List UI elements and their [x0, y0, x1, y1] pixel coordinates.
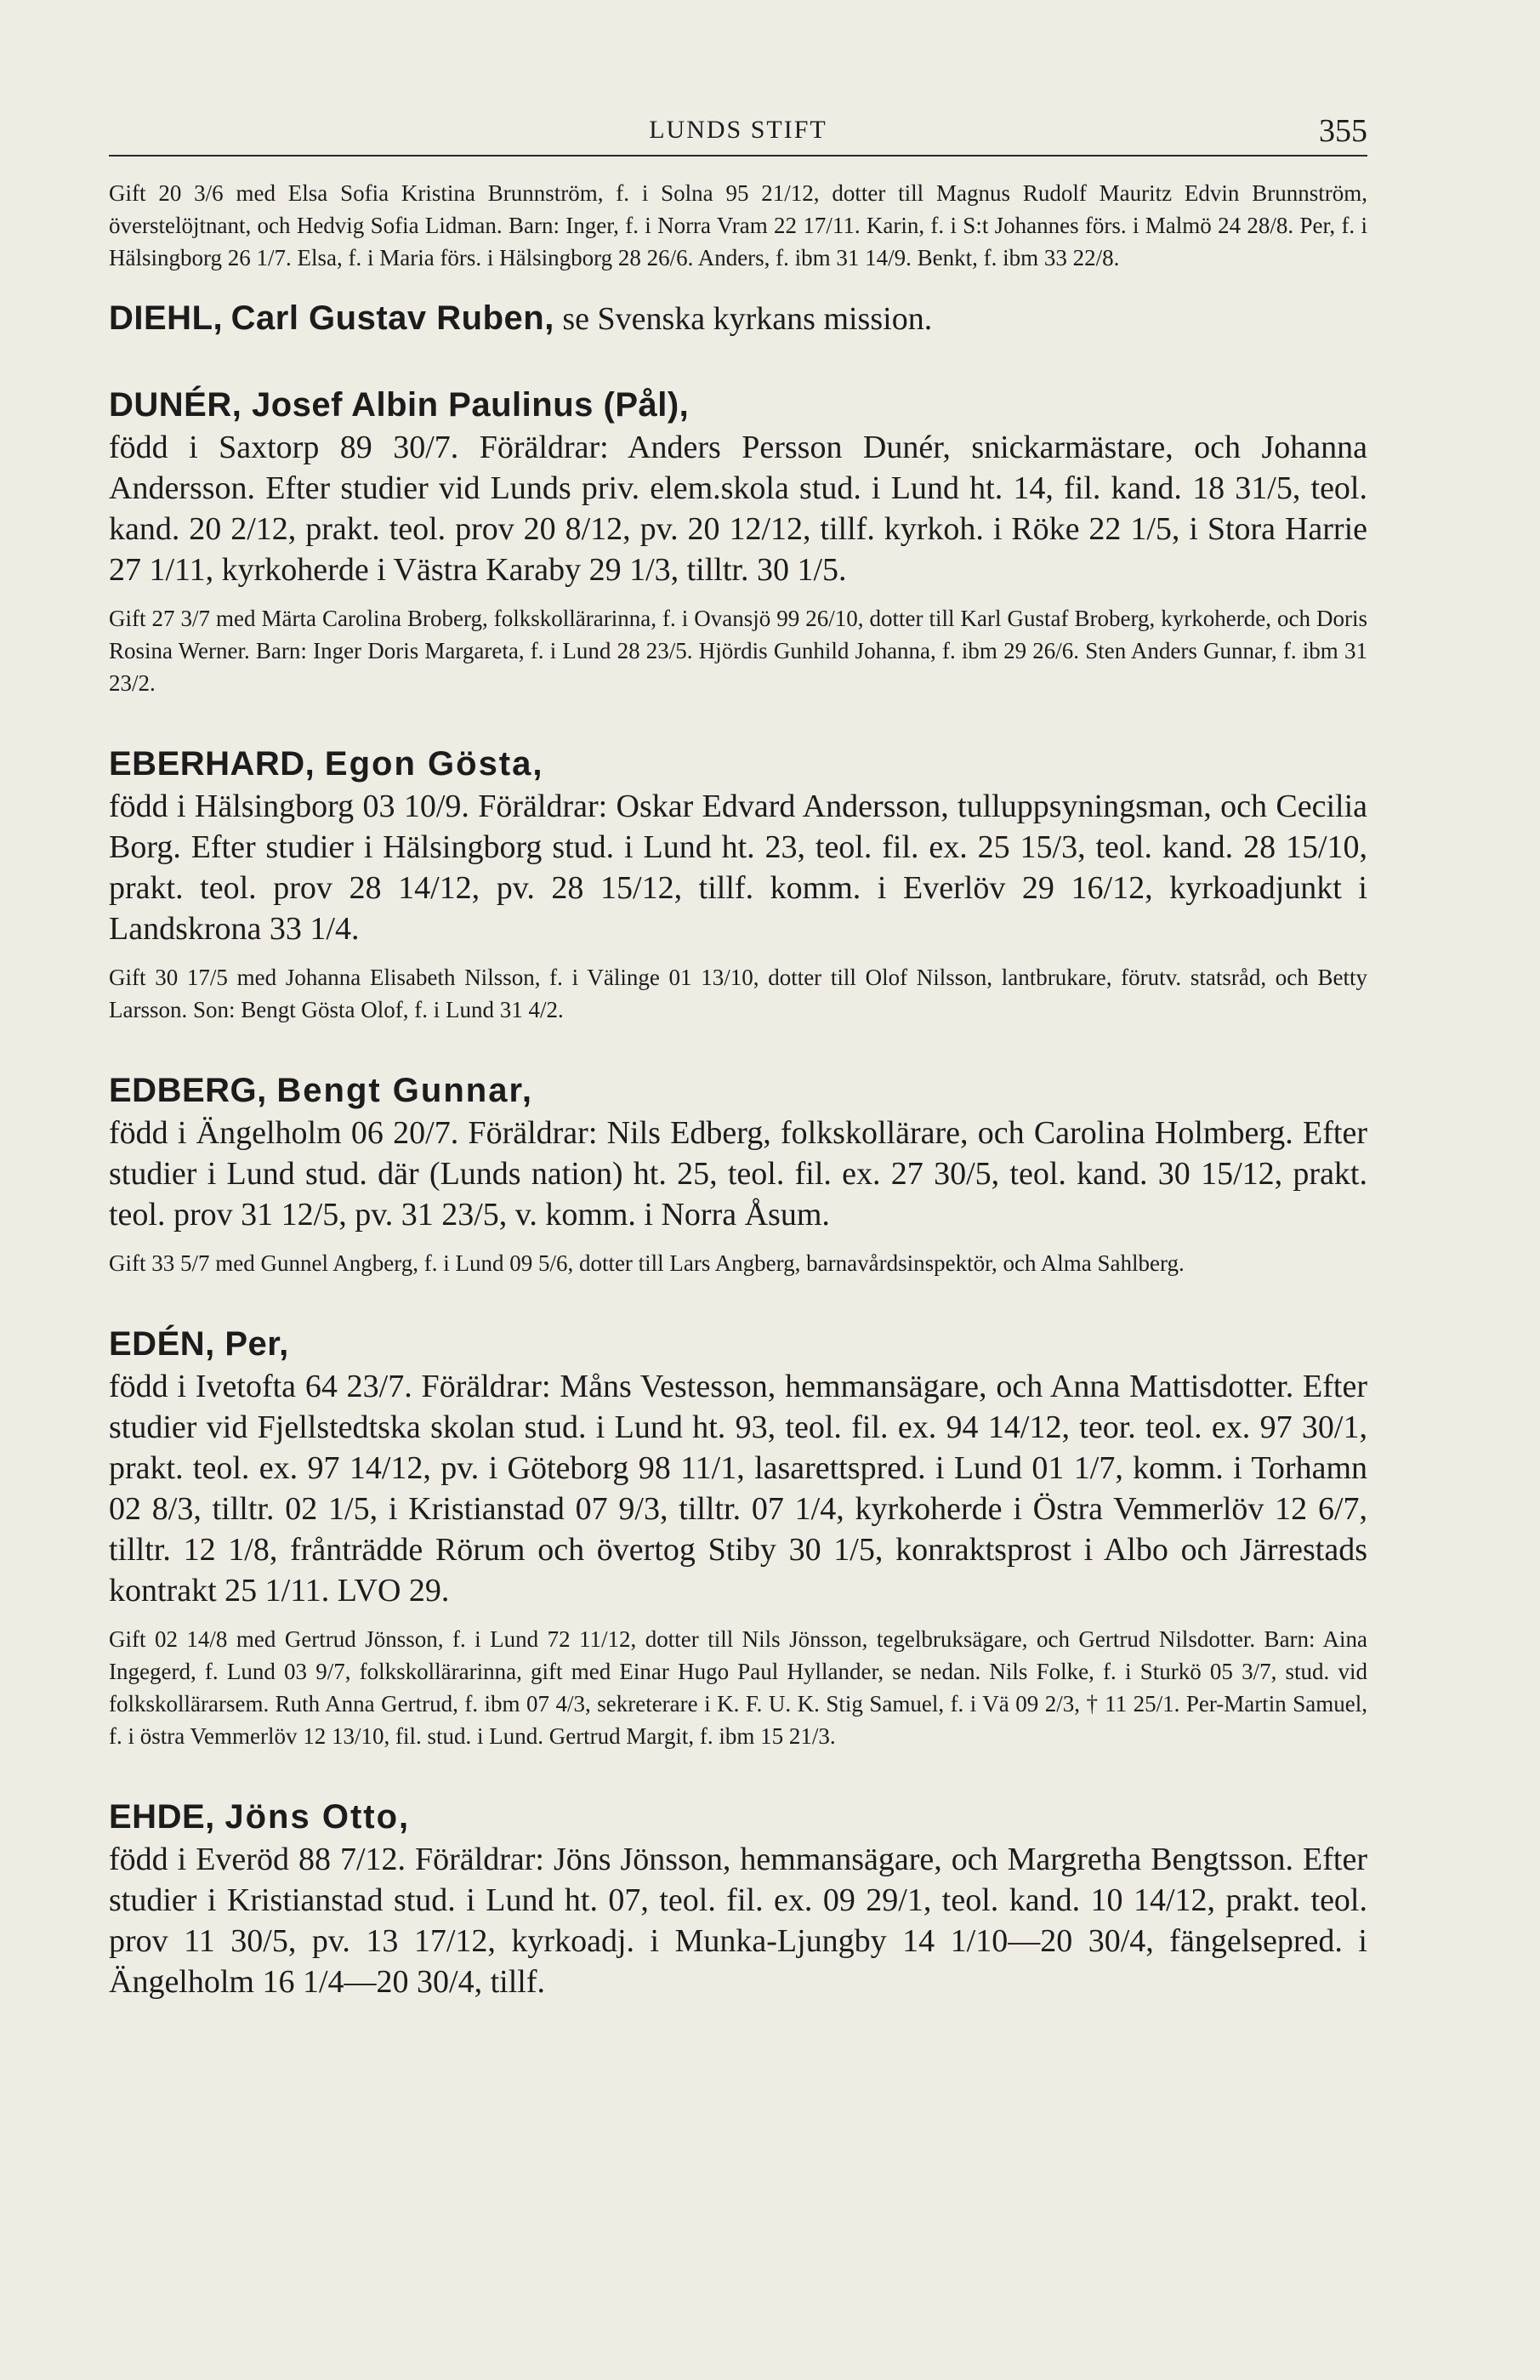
page-number: 355 [1319, 113, 1367, 149]
marriage-paragraph-intro: Gift 20 3/6 med Elsa Sofia Kristina Brunnström, f. i Solna 95 21/12, dotter till Magnus Rudolf Mauritz Edvin Brunnström, överstelöjtnant, och Hedvig Sofia Lidman. Barn: Inger, f. i Norra Vram 22 17/11. Karin, f. i S:t Johannes förs. i Malmö 24 28/8. Per, f. i Hälsingborg 26 1/7. Elsa, f. i Maria förs. i Hälsingborg 28 26/6. Anders, f. ibm 31 14/9. Benkt, f. ibm 33 22/8. [109, 180, 1367, 270]
entry-duner [109, 383, 1367, 699]
entry-heading [109, 1322, 1367, 1366]
entry-surname: EBERHARD, [109, 745, 315, 783]
entry-surname: DIEHL, [109, 299, 224, 337]
entry-surname: EDÉN, [109, 1325, 215, 1363]
biography-paragraph: född i Hälsingborg 03 10/9. Föräldrar: Oskar Edvard Andersson, tulluppsyningsman, och Cecilia Borg. Efter studier i Hälsingborg stud. i Lund ht. 23, teol. fil. ex. 25 15/3, teol. kand. 28 15/10, prakt. teol. prov 28 14/12, pv. 28 15/12, tillf. komm. i Everlöv 29 16/12, kyrkoadjunkt i Landskrona 33 1/4. [109, 789, 1367, 947]
entry-given-names: Jöns Otto, [224, 1798, 411, 1836]
entry-heading [109, 742, 1367, 786]
marriage-paragraph: Gift 33 5/7 med Gunnel Angberg, f. i Lund 09 5/6, dotter till Lars Angberg, barnavårdsinspektör, och Alma Sahlberg. [109, 1250, 1185, 1276]
entry-surname: DUNÉR, [109, 386, 242, 424]
cross-reference: se Svenska kyrkans mission. [562, 301, 933, 337]
marriage-paragraph: Gift 30 17/5 med Johanna Elisabeth Nilsson, f. i Välinge 01 13/10, dotter till Olof Nilsson, lantbrukare, förutv. statsråd, och Betty Larsson. Son: Bengt Gösta Olof, f. i Lund 31 4/2. [109, 965, 1367, 1022]
biography-paragraph: född i Everöd 88 7/12. Föräldrar: Jöns Jönsson, hemmansägare, och Margretha Bengtsson. Efter studier i Kristianstad stud. i Lund ht. 07, teol. fil. ex. 09 29/1, teol. kand. 10 14/12, prakt. teol. prov 11 30/5, pv. 13 17/12, kyrkoadj. i Munka-Ljungby 14 1/10—20 30/4, fängelsepred. i Ängelholm 16 1/4—20 30/4, tillf. [109, 1842, 1367, 2000]
entry-heading [109, 1795, 1367, 1839]
biography-paragraph: född i Saxtorp 89 30/7. Föräldrar: Anders Persson Dunér, snickarmästare, och Johanna Andersson. Efter studier vid Lunds priv. elem.skola stud. i Lund ht. 14, fil. kand. 18 31/5, teol. kand. 20 2/12, prakt. teol. prov 20 8/12, pv. 20 12/12, tillf. kyrkoh. i Röke 22 1/5, i Stora Harrie 27 1/11, kyrkoherde i Västra Karaby 29 1/3, tilltr. 30 1/5. [109, 430, 1367, 588]
entry-edberg [109, 1068, 1367, 1279]
running-title: LUNDS STIFT [649, 116, 827, 144]
entry-given-names: Bengt Gunnar, [276, 1072, 533, 1109]
entry-heading [109, 383, 1367, 427]
running-header [109, 112, 1367, 157]
entry-diehl [109, 296, 1367, 340]
biography-paragraph: född i Ivetofta 64 23/7. Föräldrar: Måns Vestesson, hemmansägare, och Anna Mattisdotter. Efter studier vid Fjellstedtska skolan stud. i Lund ht. 93, teol. fil. ex. 94 14/12, teor. teol. ex. 97 30/1, prakt. teol. ex. 97 14/12, pv. i Göteborg 98 11/1, lasarettspred. i Lund 01 1/7, komm. i Torhamn 02 8/3, tilltr. 02 1/5, i Kristianstad 07 9/3, tilltr. 07 1/4, kyrkoherde i Östra Vemmerlöv 12 6/7, tilltr. 12 1/8, frånträdde Rörum och övertog Stiby 30 1/5, konraktsprost i Albo och Järrestads kontrakt 25 1/11. LVO 29. [109, 1369, 1367, 1608]
entry-heading [109, 296, 1367, 340]
entry-heading [109, 1068, 1367, 1113]
biography-paragraph: född i Ängelholm 06 20/7. Föräldrar: Nils Edberg, folkskollärare, och Carolina Holmberg. Efter studier i Lund stud. där (Lunds nation) ht. 25, teol. fil. ex. 27 30/5, teol. kand. 30 15/12, prakt. teol. prov 31 12/5, pv. 31 23/5, v. komm. i Norra Åsum. [109, 1115, 1367, 1233]
marriage-paragraph: Gift 02 14/8 med Gertrud Jönsson, f. i Lund 72 11/12, dotter till Nils Jönsson, tegelbruksägare, och Gertrud Nilsdotter. Barn: Aina Ingegerd, f. Lund 03 9/7, folkskollärarinna, gift med Einar Hugo Paul Hyllander, se nedan. Nils Folke, f. i Sturkö 05 3/7, stud. vid folkskollärarsem. Ruth Anna Gertrud, f. ibm 07 4/3, sekreterare i K. F. U. K. Stig Samuel, f. i Vä 09 2/3, † 11 25/1. Per-Martin Samuel, f. i östra Vemmerlöv 12 13/10, fil. stud. i Lund. Gertrud Margit, f. ibm 15 21/3. [109, 1626, 1367, 1749]
entry-given-names: Josef Albin Paulinus (Pål), [251, 386, 690, 424]
entry-surname: EDBERG, [109, 1072, 267, 1109]
entry-eden [109, 1322, 1367, 1752]
entry-given-names: Egon Gösta, [324, 745, 544, 783]
page-body [109, 177, 1367, 2014]
entry-given-names: Carl Gustav Ruben, [230, 299, 554, 337]
marriage-paragraph: Gift 27 3/7 med Märta Carolina Broberg, folkskollärarinna, f. i Ovansjö 99 26/10, dotter till Karl Gustaf Broberg, kyrkoherde, och Doris Rosina Werner. Barn: Inger Doris Margareta, f. i Lund 28 23/5. Hjördis Gunhild Johanna, f. ibm 29 26/6. Sten Anders Gunnar, f. ibm 31 23/2. [109, 606, 1367, 696]
entry-given-names: Per, [224, 1325, 289, 1363]
entry-ehde [109, 1795, 1367, 2002]
entry-surname: EHDE, [109, 1798, 215, 1836]
entry-eberhard [109, 742, 1367, 1026]
